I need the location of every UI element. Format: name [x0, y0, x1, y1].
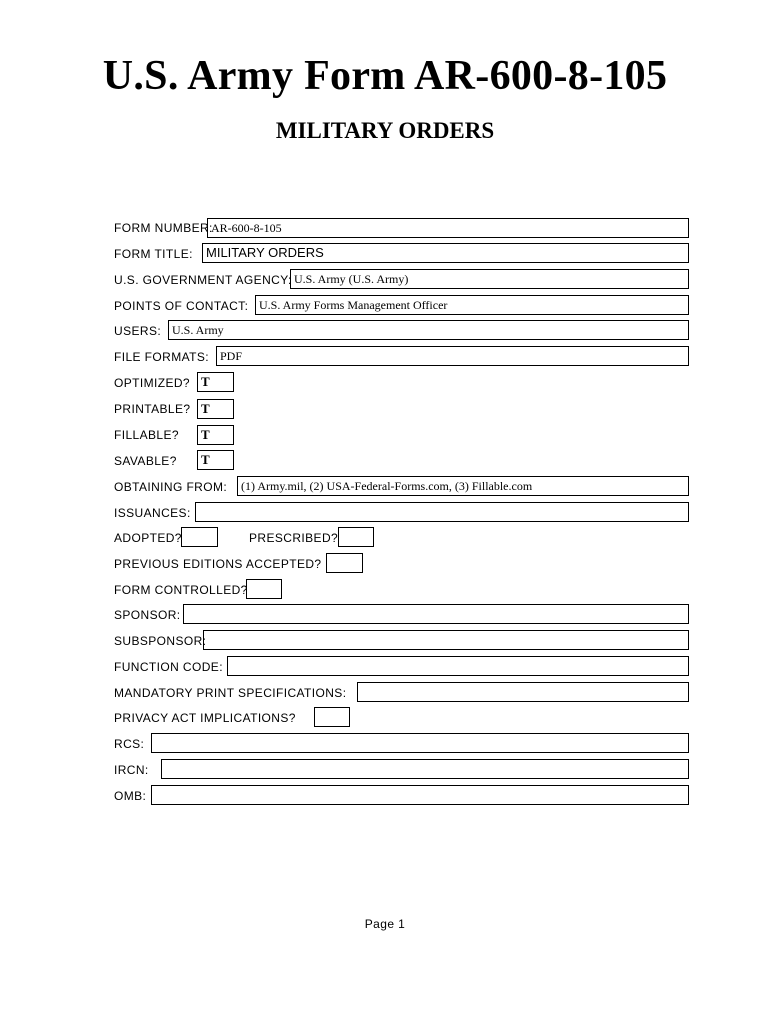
- optimized-label: OPTIMIZED?: [114, 376, 191, 390]
- page-number: Page 1: [364, 917, 406, 931]
- ircn-field[interactable]: [161, 759, 689, 779]
- file-formats-label: FILE FORMATS:: [114, 350, 209, 364]
- agency-field[interactable]: U.S. Army (U.S. Army): [290, 269, 689, 289]
- fillable-label: FILLABLE?: [114, 428, 179, 442]
- mandatory-print-field[interactable]: [357, 682, 689, 702]
- adopted-label: ADOPTED?: [114, 531, 182, 545]
- obtaining-label: OBTAINING FROM:: [114, 480, 228, 494]
- omb-label: OMB:: [114, 789, 147, 803]
- contact-label: POINTS OF CONTACT:: [114, 299, 249, 313]
- rcs-field[interactable]: [151, 733, 689, 753]
- printable-label: PRINTABLE?: [114, 402, 191, 416]
- prescribed-field[interactable]: [338, 527, 374, 547]
- function-code-field[interactable]: [227, 656, 689, 676]
- ircn-label: IRCN:: [114, 763, 149, 777]
- adopted-field[interactable]: [181, 527, 218, 547]
- savable-label: SAVABLE?: [114, 454, 177, 468]
- form-title-label: FORM TITLE:: [114, 247, 193, 261]
- obtaining-field[interactable]: (1) Army.mil, (2) USA-Federal-Forms.com, (3) Fillable.com: [237, 476, 689, 496]
- form-controlled-label: FORM CONTROLLED?: [114, 583, 248, 597]
- function-code-label: FUNCTION CODE:: [114, 660, 223, 674]
- users-field[interactable]: U.S. Army: [168, 320, 689, 340]
- subsponsor-field[interactable]: [203, 630, 689, 650]
- mandatory-print-label: MANDATORY PRINT SPECIFICATIONS:: [114, 686, 347, 700]
- savable-field[interactable]: T: [197, 450, 234, 470]
- previous-editions-label: PREVIOUS EDITIONS ACCEPTED?: [114, 557, 322, 571]
- privacy-act-label: PRIVACY ACT IMPLICATIONS?: [114, 711, 296, 725]
- omb-field[interactable]: [151, 785, 689, 805]
- rcs-label: RCS:: [114, 737, 145, 751]
- form-number-field[interactable]: AR-600-8-105: [207, 218, 689, 238]
- fillable-field[interactable]: T: [197, 425, 234, 445]
- sponsor-field[interactable]: [183, 604, 689, 624]
- issuances-field[interactable]: [195, 502, 689, 522]
- previous-editions-field[interactable]: [326, 553, 363, 573]
- subsponsor-label: SUBSPONSOR:: [114, 634, 207, 648]
- users-label: USERS:: [114, 324, 162, 338]
- form-title-field[interactable]: MILITARY ORDERS: [202, 243, 689, 263]
- file-formats-field[interactable]: PDF: [216, 346, 689, 366]
- issuances-label: ISSUANCES:: [114, 506, 191, 520]
- prescribed-label: PRESCRIBED?: [249, 531, 339, 545]
- form-number-label: FORM NUMBER:: [114, 221, 213, 235]
- optimized-field[interactable]: T: [197, 372, 234, 392]
- privacy-act-field[interactable]: [314, 707, 350, 727]
- form-controlled-field[interactable]: [246, 579, 282, 599]
- contact-field[interactable]: U.S. Army Forms Management Officer: [255, 295, 689, 315]
- form-heading: U.S. Army Form AR-600-8-105: [102, 53, 668, 99]
- form-subheading: MILITARY ORDERS: [275, 118, 495, 143]
- sponsor-label: SPONSOR:: [114, 608, 181, 622]
- printable-field[interactable]: T: [197, 399, 234, 419]
- agency-label: U.S. GOVERNMENT AGENCY:: [114, 273, 292, 287]
